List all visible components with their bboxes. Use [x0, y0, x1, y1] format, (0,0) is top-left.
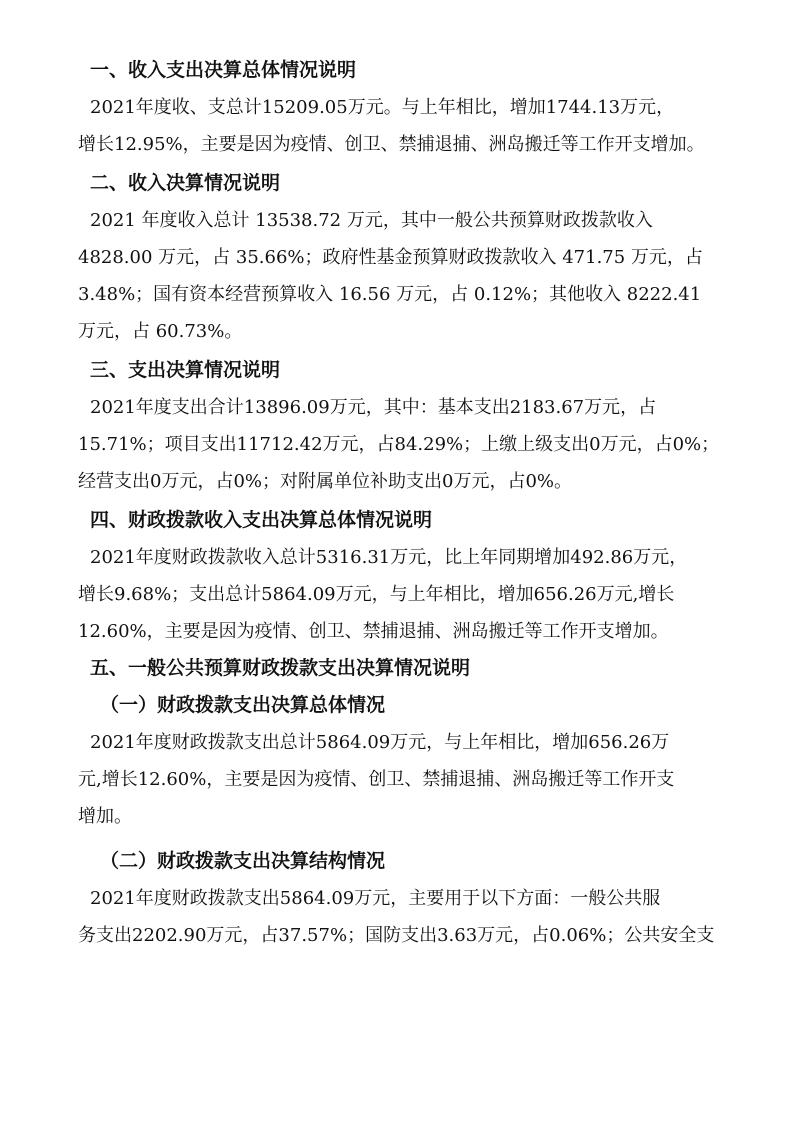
- section-heading-4: 四、财政拨款收入支出决算总体情况说明: [90, 509, 433, 531]
- paragraph-line: 15.71%；项目支出11712.42万元，占84.29%；上缴上级支出0万元，占0%；: [78, 434, 720, 455]
- paragraph-line: 元,增长12.60%，主要是因为疫情、创卫、禁捕退捕、洲岛搬迁等工作开支: [78, 769, 675, 790]
- paragraph-line: 12.60%，主要是因为疫情、创卫、禁捕退捕、洲岛搬迁等工作开支增加。: [78, 621, 669, 642]
- section-heading-3: 三、支出决算情况说明: [90, 359, 281, 381]
- subsection-paragraph-5-2: [78, 880, 753, 954]
- paragraph-line: 2021年度收、支总计15209.05万元。与上年相比，增加1744.13万元，: [90, 97, 675, 118]
- paragraph-line: 务支出2202.90万元，占37.57%；国防支出3.63万元，占0.06%；公共安全支: [78, 925, 715, 946]
- paragraph-line: 增长12.95%，主要是因为疫情、创卫、禁捕退捕、洲岛搬迁等工作开支增加。: [78, 134, 705, 155]
- section-heading-2: 二、收入决算情况说明: [90, 172, 281, 194]
- section-paragraph-4: [78, 539, 753, 650]
- section-heading-5: 五、一般公共预算财政拨款支出决算情况说明: [90, 657, 471, 679]
- paragraph-line: 3.48%；国有资本经营预算收入 16.56 万元，占 0.12%；其他收入 8222.41: [78, 284, 702, 305]
- paragraph-line: 2021 年度收入总计 13538.72 万元，其中一般公共预算财政拨款收入: [90, 210, 653, 231]
- section-paragraph-3: [78, 389, 753, 500]
- subsection-heading-5-2: （二）财政拨款支出决算结构情况: [100, 850, 386, 872]
- paragraph-line: 2021年度支出合计13896.09万元，其中：基本支出2183.67万元，占: [90, 397, 657, 418]
- subsection-heading-5-1: （一）财政拨款支出决算总体情况: [100, 694, 386, 716]
- paragraph-line: 增加。: [78, 806, 132, 827]
- section-heading-1: 一、收入支出决算总体情况说明: [90, 59, 357, 81]
- subsection-paragraph-5-1: [78, 724, 753, 835]
- paragraph-line: 4828.00 万元，占 35.66%；政府性基金预算财政拨款收入 471.75 万元，占: [78, 247, 703, 268]
- paragraph-line: 2021年度财政拨款支出5864.09万元，主要用于以下方面：一般公共服: [90, 888, 661, 909]
- paragraph-line: 2021年度财政拨款收入总计5316.31万元，比上年同期增加492.86万元，: [90, 547, 688, 568]
- paragraph-line: 经营支出0万元，占0%；对附属单位补助支出0万元，占0%。: [78, 471, 573, 492]
- paragraph-line: 增长9.68%；支出总计5864.09万元，与上年相比，增加656.26万元,增长: [78, 584, 675, 605]
- section-paragraph-2: [78, 202, 753, 350]
- paragraph-line: 万元，占 60.73%。: [78, 321, 243, 342]
- section-paragraph-1: [78, 89, 753, 163]
- paragraph-line: 2021年度财政拨款支出总计5864.09万元，与上年相比，增加656.26万: [90, 732, 670, 753]
